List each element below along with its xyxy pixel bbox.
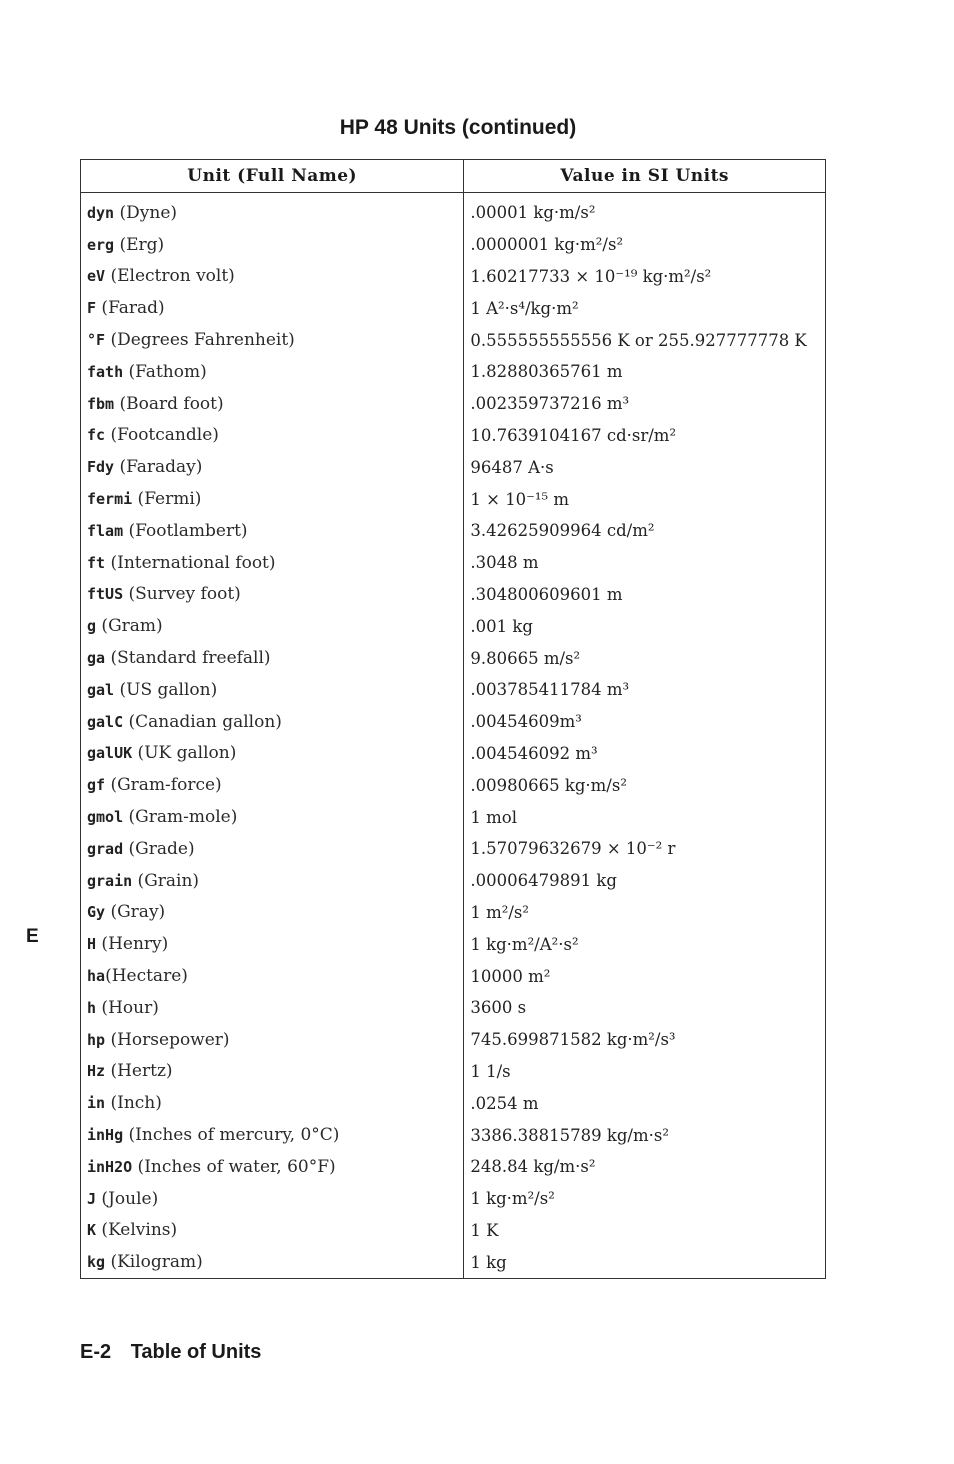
unit-full-name: (Degrees Fahrenheit) [105,330,295,351]
unit-cell [81,1151,464,1183]
unit-code: fc [87,426,106,445]
unit-cell [81,1087,464,1119]
si-value-cell: 745.699871582 kg·m²/s³ [464,1024,826,1056]
si-value-cell: 248.84 kg/m·s² [464,1151,826,1183]
table-row [81,928,826,960]
unit-code: fermi [87,490,133,509]
si-value-cell: 10.7639104167 cd·sr/m² [464,420,826,452]
table-row [81,801,826,833]
table-row [81,193,826,229]
table-row [81,769,826,801]
unit-cell [81,292,464,324]
unit-code: Gy [87,903,106,922]
unit-full-name: (Fathom) [123,361,207,382]
units-table [80,159,826,1279]
si-value-cell: 1 kg·m²/A²·s² [464,928,826,960]
table-row [81,992,826,1024]
si-value-cell: 1.82880365761 m [464,356,826,388]
unit-cell [81,229,464,261]
unit-full-name: (Gram-mole) [123,807,238,828]
unit-full-name: (US gallon) [114,679,218,700]
si-value-cell: 1 m²/s² [464,897,826,929]
unit-code: eV [87,267,106,286]
unit-full-name: (Footlambert) [123,520,248,541]
table-row [81,865,826,897]
unit-full-name: (Kilogram) [105,1252,203,1273]
unit-full-name: (Inch) [105,1093,162,1114]
si-value-cell: .004546092 m³ [464,738,826,770]
unit-full-name: (International foot) [105,552,276,573]
table-row [81,1246,826,1278]
unit-code: F [87,299,97,318]
unit-cell [81,1024,464,1056]
table-row [81,229,826,261]
unit-code: inHg [87,1126,124,1144]
si-value-cell: 1.60217733 × 10⁻¹⁹ kg·m²/s² [464,261,826,293]
unit-cell [81,261,464,293]
table-row [81,897,826,929]
table-row [81,420,826,452]
unit-full-name: (Board foot) [114,393,224,414]
unit-cell [81,579,464,611]
unit-cell [81,928,464,960]
unit-code: ha [87,967,106,986]
si-value-cell: 1 mol [464,801,826,833]
unit-full-name: (Kelvins) [96,1220,178,1241]
unit-cell [81,1215,464,1247]
table-row [81,388,826,420]
section-title: Table of Units [130,1341,262,1363]
unit-code: kg [87,1253,106,1272]
unit-full-name: (Erg) [114,234,165,255]
unit-cell [81,1183,464,1215]
unit-full-name: (Grain) [132,870,200,891]
table-row [81,515,826,547]
table-row [81,1087,826,1119]
unit-full-name: (Hour) [96,997,159,1018]
si-value-cell: 10000 m² [464,960,826,992]
unit-full-name: (Gray) [105,902,166,923]
si-value-cell: .0000001 kg·m²/s² [464,229,826,261]
unit-code: Hz [87,1062,106,1081]
unit-full-name: (Footcandle) [105,425,219,446]
unit-cell [81,960,464,992]
si-value-cell: .304800609601 m [464,579,826,611]
unit-cell [81,515,464,547]
unit-cell [81,1246,464,1278]
unit-column-header: Unit (Full Name) [81,160,464,193]
unit-cell [81,420,464,452]
unit-cell [81,356,464,388]
table-body [81,193,826,1279]
table-row [81,738,826,770]
table-row [81,674,826,706]
header-row [81,160,826,193]
unit-full-name: (Gram-force) [105,775,222,796]
si-value-cell: .00006479891 kg [464,865,826,897]
table-row [81,483,826,515]
unit-code: inH2O [87,1157,133,1176]
si-value-cell: 1 × 10⁻¹⁵ m [464,483,826,515]
table-row [81,547,826,579]
unit-code: H [87,935,97,954]
unit-cell [81,992,464,1024]
table-header [81,160,826,193]
unit-code: K [87,1221,97,1240]
si-value-cell: .00454609m³ [464,706,826,738]
unit-full-name: (Grade) [123,838,195,859]
unit-cell [81,1056,464,1088]
table-row [81,356,826,388]
si-value-cell: 1 kg·m²/s² [464,1183,826,1215]
table-row [81,960,826,992]
unit-code: gal [87,680,115,699]
unit-full-name: (Hertz) [105,1061,173,1082]
table-row [81,610,826,642]
table-row [81,292,826,324]
unit-code: fbm [87,394,115,413]
table-row [81,579,826,611]
unit-cell [81,769,464,801]
unit-full-name: (Canadian gallon) [123,711,282,732]
table-row [81,324,826,356]
unit-code: hp [87,1030,106,1049]
si-value-cell: 1 1/s [464,1056,826,1088]
unit-cell [81,674,464,706]
si-value-cell: 9.80665 m/s² [464,642,826,674]
unit-full-name: (Inches of water, 60°F) [132,1156,336,1177]
si-value-cell: .3048 m [464,547,826,579]
unit-cell [81,801,464,833]
unit-cell [81,451,464,483]
unit-full-name: (Faraday) [114,457,203,478]
unit-cell [81,483,464,515]
unit-code: dyn [87,203,115,222]
si-value-cell: 3.42625909964 cd/m² [464,515,826,547]
unit-code: in [87,1094,106,1113]
unit-full-name: (Inches of mercury, 0°C) [123,1125,340,1145]
unit-full-name: (UK gallon) [132,743,237,764]
si-value-cell: 3386.38815789 kg/m·s² [464,1119,826,1151]
unit-code: grain [87,871,133,890]
unit-code: erg [87,235,115,254]
table-row [81,1056,826,1088]
unit-code: J [87,1189,97,1208]
page-number: E-2 [80,1341,112,1363]
table-row [81,1151,826,1183]
si-value-cell: .002359737216 m³ [464,388,826,420]
unit-full-name: (Farad) [96,298,165,319]
unit-full-name: (Joule) [96,1188,159,1209]
unit-cell [81,324,464,356]
unit-code: Fdy [87,458,115,477]
si-value-cell: .003785411784 m³ [464,674,826,706]
unit-code: fath [87,362,124,381]
unit-code: ftUS [87,585,124,604]
si-value-cell: 96487 A·s [464,451,826,483]
unit-full-name: (Henry) [96,934,169,955]
table-row [81,1215,826,1247]
unit-code: ft [87,553,106,572]
unit-full-name: (Hectare) [105,966,188,987]
unit-cell [81,1119,464,1151]
si-value-cell: 1 K [464,1215,826,1247]
table-row [81,1183,826,1215]
unit-full-name: (Electron volt) [105,266,235,287]
si-value-cell: .00001 kg·m/s² [464,193,826,229]
unit-code: °F [87,331,106,350]
unit-full-name: (Gram) [96,616,163,637]
unit-cell [81,610,464,642]
unit-code: grad [87,839,124,858]
unit-full-name: (Fermi) [132,489,202,510]
unit-code: flam [87,521,124,540]
table-row [81,1024,826,1056]
unit-cell [81,865,464,897]
unit-cell [81,193,464,229]
si-value-cell: .001 kg [464,610,826,642]
unit-code: galUK [87,744,133,763]
si-value-cell: 3600 s [464,992,826,1024]
unit-cell [81,706,464,738]
unit-full-name: (Horsepower) [105,1029,230,1050]
unit-cell [81,642,464,674]
si-value-cell: 1 kg [464,1246,826,1278]
table-row [81,1119,826,1151]
table-row [81,451,826,483]
si-value-cell: 1.57079632679 × 10⁻² r [464,833,826,865]
section-tab-letter: E [26,926,39,947]
table-row [81,261,826,293]
si-value-cell: .0254 m [464,1087,826,1119]
unit-code: galC [87,712,124,731]
table-row [81,833,826,865]
page-footer [80,1341,261,1364]
si-value-cell: .00980665 kg·m/s² [464,769,826,801]
unit-code: g [87,617,97,636]
unit-cell [81,738,464,770]
unit-code: h [87,998,97,1017]
si-value-cell: 0.555555555556 K or 255.927777778 K [464,324,826,356]
si-value-cell: 1 A²·s⁴/kg·m² [464,292,826,324]
unit-cell [81,547,464,579]
unit-full-name: (Survey foot) [123,584,241,605]
unit-code: ga [87,649,106,668]
unit-full-name: (Standard freefall) [105,648,271,669]
unit-cell [81,388,464,420]
page-title: HP 48 Units (continued) [339,116,577,139]
value-column-header: Value in SI Units [464,160,826,193]
table-row [81,706,826,738]
unit-code: gf [87,776,106,795]
unit-cell [81,833,464,865]
unit-full-name: (Dyne) [114,202,178,223]
unit-cell [81,897,464,929]
table-row [81,642,826,674]
unit-code: gmol [87,808,124,827]
